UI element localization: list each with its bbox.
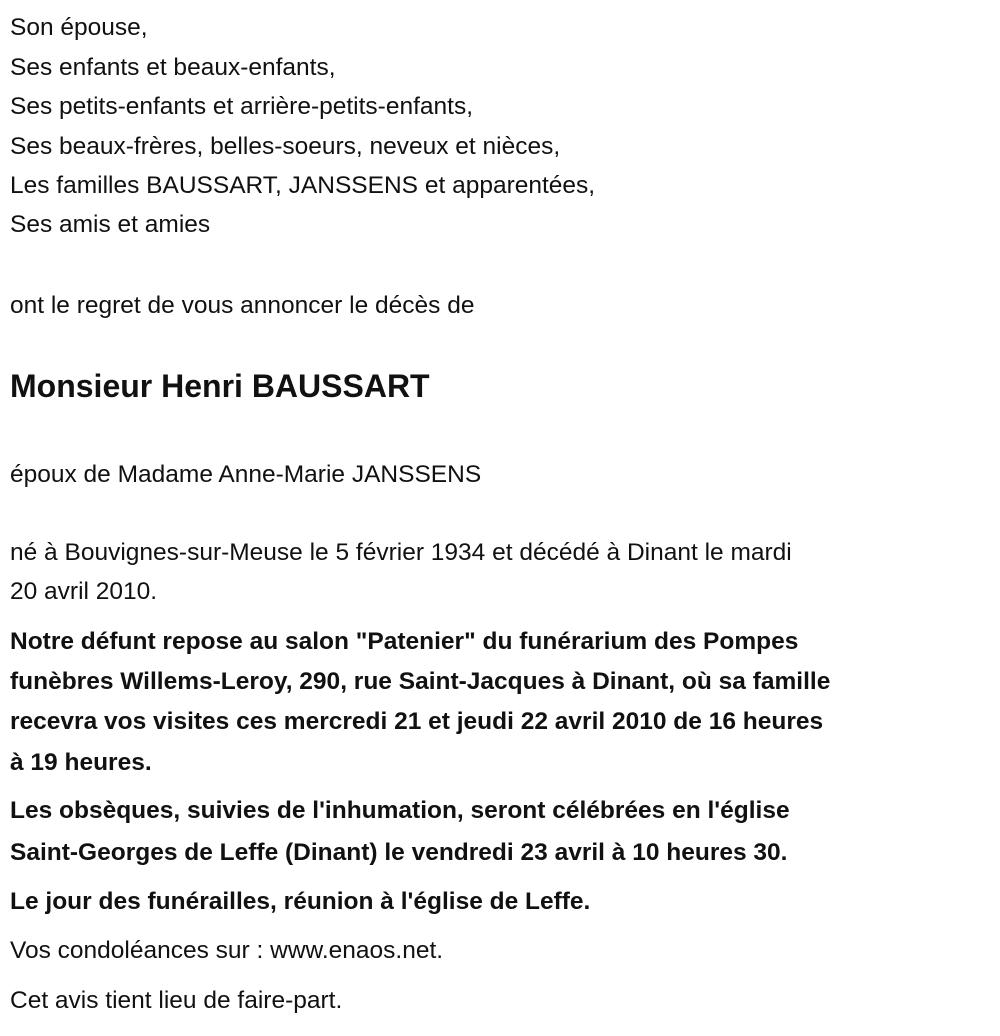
birth-death-line: 20 avril 2010. [10,578,158,605]
family-line: Son épouse, [10,14,148,41]
family-line: Ses beaux-frères, belles-soeurs, neveux et nièces, [10,133,561,160]
visitation-line: funèbres Willems-Leroy, 290, rue Saint-Jacques à Dinant, où sa famille [10,668,831,695]
family-line: Ses petits-enfants et arrière-petits-enfants, [10,93,473,120]
family-line: Les familles BAUSSART, JANSSENS et apparentées, [10,172,596,199]
birth-death-line: né à Bouvignes-sur-Meuse le 5 février 1934 et décédé à Dinant le mardi [10,539,792,566]
visitation-line: recevra vos visites ces mercredi 21 et jeudi 22 avril 2010 de 16 heures [10,708,824,735]
notice-text: Cet avis tient lieu de faire-part. [10,987,343,1014]
visitation-line: à 19 heures. [10,749,152,776]
announcement-text: ont le regret de vous annoncer le décès de [10,292,475,319]
funeral-line: Les obsèques, suivies de l'inhumation, seront célébrées en l'église [10,797,790,824]
condolences-text: Vos condoléances sur : www.enaos.net. [10,937,444,964]
spouse-text: époux de Madame Anne-Marie JANSSENS [10,461,482,488]
visitation-line: Notre défunt repose au salon "Patenier" du funérarium des Pompes [10,628,799,655]
funeral-line: Saint-Georges de Leffe (Dinant) le vendredi 23 avril à 10 heures 30. [10,839,788,866]
family-line: Ses enfants et beaux-enfants, [10,54,336,81]
family-line: Ses amis et amies [10,211,211,238]
deceased-name: Monsieur Henri BAUSSART [10,368,430,404]
meeting-text: Le jour des funérailles, réunion à l'église de Leffe. [10,888,591,915]
